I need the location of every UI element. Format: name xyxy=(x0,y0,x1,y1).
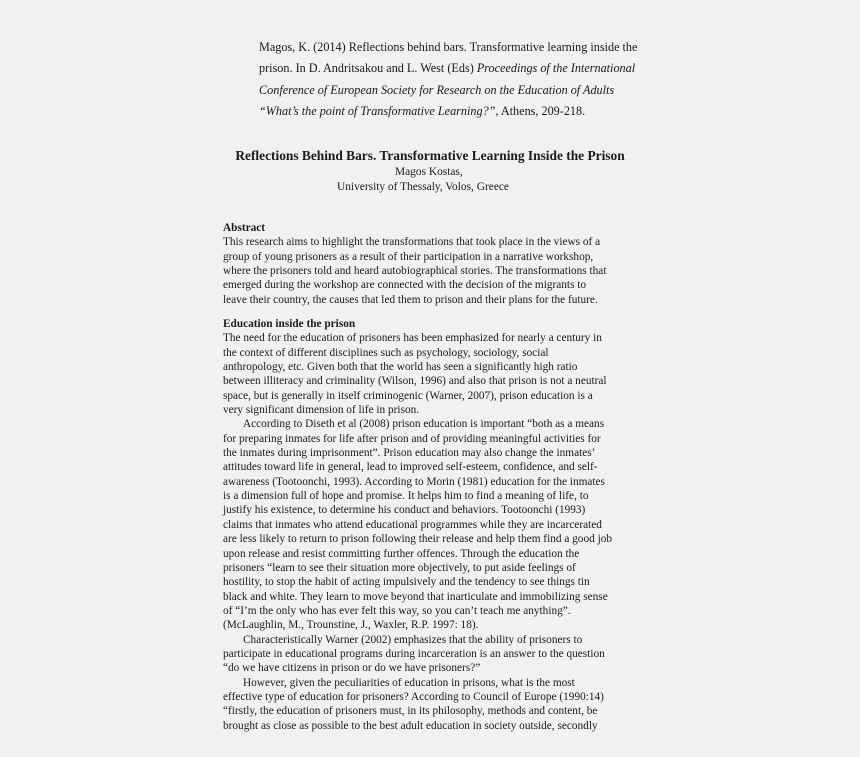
body-line: black and white. They learn to move beyond that inarticulate and immobilizing sense xyxy=(223,590,608,603)
paper-affiliation: University of Thessaly, Volos, Greece xyxy=(337,181,509,193)
paper-author: Magos Kostas, xyxy=(395,166,463,178)
body-line: prisoners “learn to see their situation more objectively, to put aside feelings of xyxy=(223,561,576,574)
body-line: awareness (Tootoonchi, 1993). According to Morin (1981) education for the inmates xyxy=(223,475,605,488)
body-line: space, but is generally in itself criminogenic (Warner, 2007), prison education is a xyxy=(223,389,593,402)
abstract-line: emerged during the workshop are connected with the decision of the migrants to xyxy=(223,279,587,292)
body-line: very significant dimension of life in prison. xyxy=(223,404,420,417)
body-line: claims that inmates who attend educational programmes while they are incarcerated xyxy=(223,518,602,531)
citation-line: Conference of European Society for Research on the Education of Adults xyxy=(259,82,615,97)
citation-line: prison. In D. Andritsakou and L. West (Eds) Proceedings of the International xyxy=(259,61,636,76)
abstract-line: leave their country, the causes that led them to prison and their plans for the future. xyxy=(223,293,598,306)
body-line: According to Diseth et al (2008) prison education is important “both as a means xyxy=(243,418,605,431)
body-line: participate in educational programs during incarceration is an answer to the question xyxy=(223,647,605,660)
citation-line: “What’s the point of Transformative Learning?”, Athens, 209-218. xyxy=(259,103,586,118)
citation-line: Magos, K. (2014) Reflections behind bars. Transformative learning inside the xyxy=(259,40,638,54)
body-line: The need for the education of prisoners has been emphasized for nearly a century in xyxy=(223,332,602,345)
body-line: However, given the peculiarities of education in prisons, what is the most xyxy=(243,676,575,689)
body-line: of “I’m the only who has ever felt this way, so you can’t teach me anything”. xyxy=(223,604,571,617)
abstract-line: group of young prisoners as a result of their participation in a narrative workshop, xyxy=(223,250,594,263)
body-line: anthropology, etc. Given both that the world has seen a significantly high ratio xyxy=(223,361,578,374)
paper-title: Reflections Behind Bars. Transformative Learning Inside the Prison xyxy=(235,148,625,163)
body-line: the inmates during imprisonment”. Prison education may also change the inmates’ xyxy=(223,447,596,460)
body-line: the context of different disciplines such as psychology, sociology, social xyxy=(223,346,549,359)
body-line: are less likely to return to prison following their release and help them find a good job xyxy=(223,533,613,546)
body-line: brought as close as possible to the best adult education in society outside, secondly xyxy=(223,719,598,732)
abstract-section xyxy=(223,221,633,307)
body-line: “firstly, the education of prisoners must, in its philosophy, methods and content, be xyxy=(223,705,598,718)
body-line: “do we have citizens in prison or do we have prisoners?” xyxy=(223,662,481,675)
abstract-line: where the prisoners told and heard autobiographical stories. The transformations that xyxy=(223,265,607,278)
body-line: for preparing inmates for life after prison and of providing meaningful activities for xyxy=(223,432,601,445)
body-line: justify his existence, to determine his conduct and behaviors. Tootoonchi (1993) xyxy=(223,504,586,517)
abstract-line: This research aims to highlight the transformations that took place in the views of a xyxy=(223,236,601,249)
body-line: is a dimension full of hope and promise. It helps him to find a meaning of life, to xyxy=(223,490,589,503)
section-heading: Education inside the prison xyxy=(223,318,356,330)
education-section xyxy=(223,317,633,733)
body-line: hostility, to stop the habit of acting impulsively and the tendency to see things tin xyxy=(223,576,590,589)
body-line: between illiteracy and criminality (Wilson, 1996) and also that prison is not a neutral xyxy=(223,375,607,388)
body-line: (McLaughlin, M., Trounstine, J., Waxler, R.P. 1997: 18). xyxy=(223,619,479,632)
body-line: attitudes toward life in general, lead to improved self-esteem, confidence, and self- xyxy=(223,461,598,474)
body-line: Characteristically Warner (2002) emphasizes that the ability of prisoners to xyxy=(243,633,583,646)
citation-block xyxy=(259,37,643,122)
body-line: effective type of education for prisoners? According to Council of Europe (1990:14) xyxy=(223,690,604,703)
body-line: upon release and resist committing further offences. Through the education the xyxy=(223,547,580,560)
abstract-heading: Abstract xyxy=(223,222,266,234)
